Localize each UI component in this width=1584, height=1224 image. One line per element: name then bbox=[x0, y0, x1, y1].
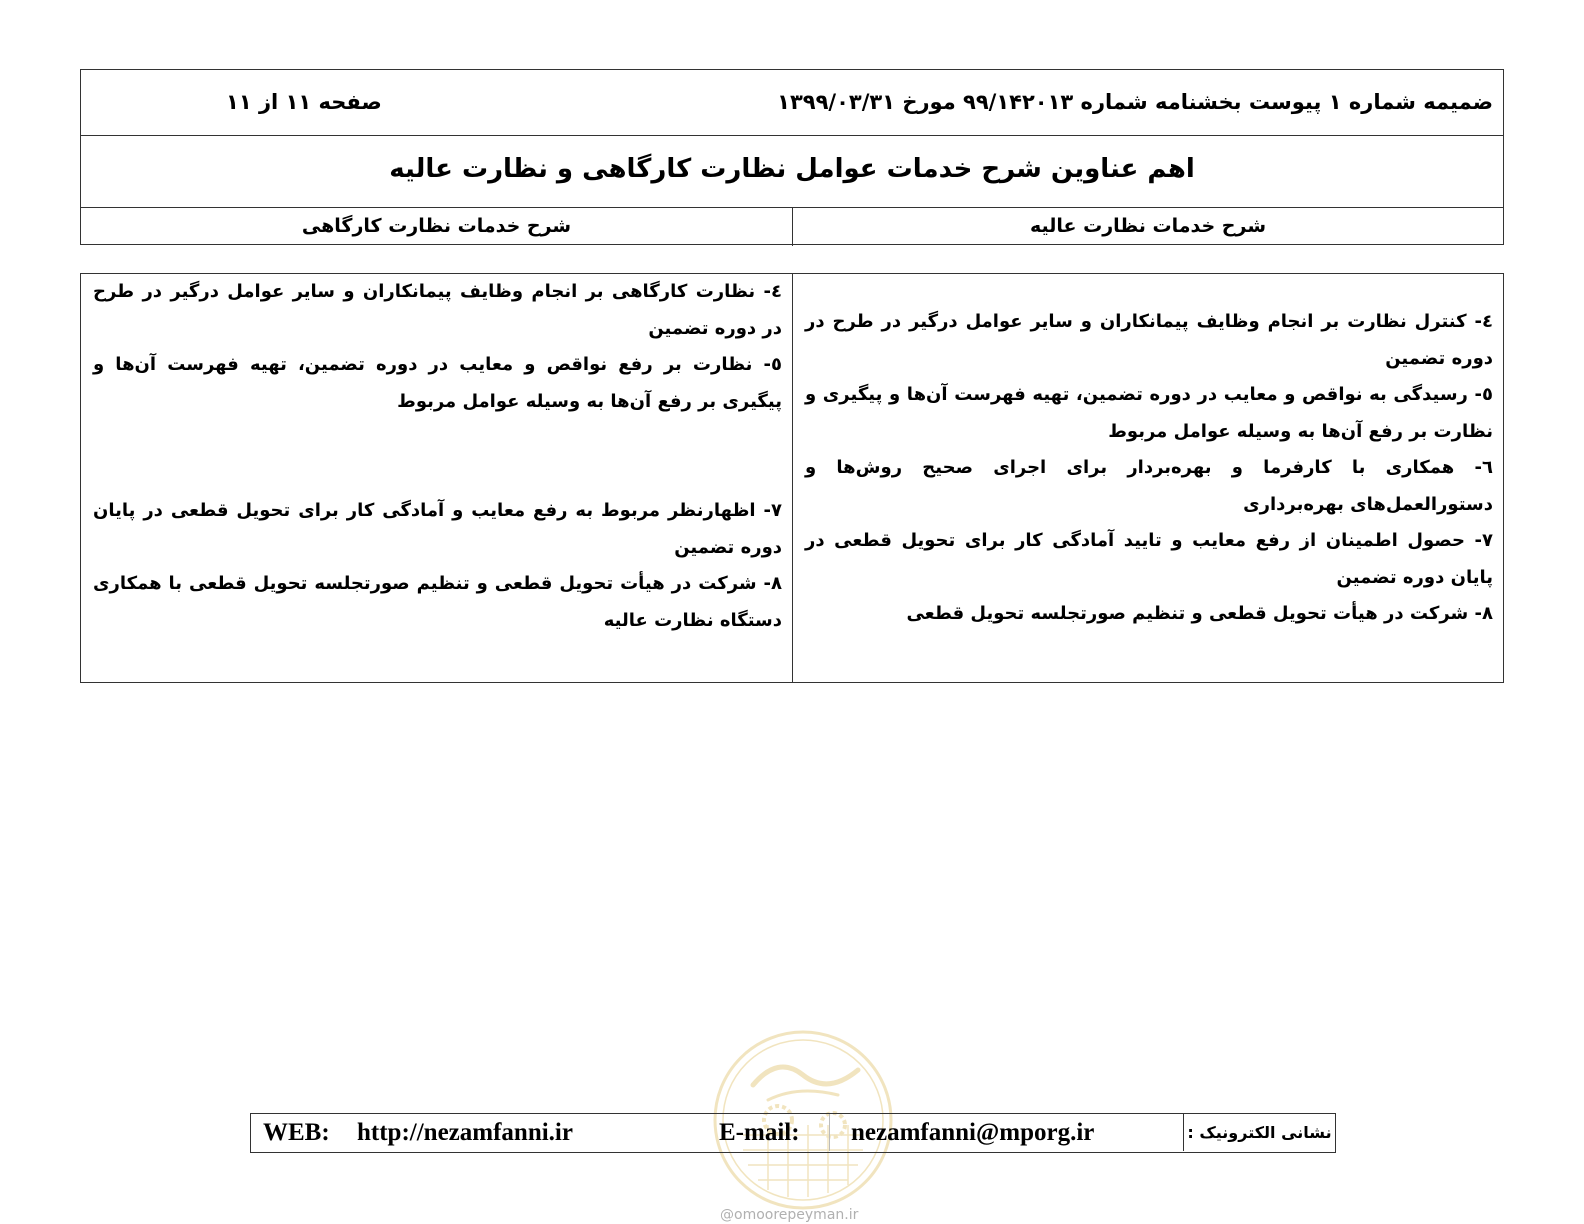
list-item: ٤- نظارت کارگاهی بر انجام وظایف پیمانکاران و سایر عوامل درگیر در طرح در دوره تضمین bbox=[93, 281, 782, 339]
email-label: E-mail: bbox=[719, 1119, 800, 1146]
services-table bbox=[80, 273, 1504, 683]
page-number: صفحه ۱۱ از ۱۱ bbox=[226, 90, 382, 114]
list-item: ٥- رسیدگی به نواقص و معایب در دوره تضمین، تهیه فهرست آن‌ها و پیگیری و نظارت بر رفع آن‌ها به وسیله عوامل مربوط bbox=[805, 384, 1493, 442]
high-supervision-column bbox=[793, 274, 1503, 682]
email-link[interactable]: nezamfanni@mporg.ir bbox=[851, 1119, 1095, 1146]
website-link[interactable]: http://nezamfanni.ir bbox=[357, 1119, 573, 1146]
list-item: ٨- شرکت در هیأت تحویل قطعی و تنظیم صورتجلسه تحویل قطعی با همکاری دستگاه نظارت عالیه bbox=[93, 573, 782, 631]
site-supervision-column bbox=[81, 274, 793, 682]
footer-divider bbox=[829, 1114, 830, 1151]
heading-high-supervision: شرح خدمات نظارت عالیه bbox=[1029, 215, 1267, 237]
circular-reference: ضمیمه شماره ۱ پیوست بخشنامه شماره ۹۹/۱۴۲۰۱۳ مورخ ۱۳۹۹/۰۳/۳۱ bbox=[777, 90, 1493, 114]
page-title: اهم عناوین شرح خدمات عوامل نظارت کارگاهی و نظارت عالیه bbox=[389, 154, 1195, 184]
web-label: WEB: bbox=[263, 1119, 330, 1146]
list-item: ٥- نظارت بر رفع نواقص و معایب در دوره تضمین، تهیه فهرست آن‌ها و پیگیری بر رفع آن‌ها به وسیله عوامل مربوط bbox=[93, 354, 782, 412]
header-table bbox=[80, 69, 1504, 245]
list-item: ٤- کنترل نظارت بر انجام وظایف پیمانکاران و سایر عوامل درگیر در طرح در دوره تضمین bbox=[805, 311, 1493, 369]
list-item: ٦- همکاری با کارفرما و بهره‌بردار برای اجرای صحیح روش‌ها و دستورالعمل‌های بهره‌برداری bbox=[805, 457, 1493, 515]
header-info-row bbox=[81, 70, 1503, 136]
spacer bbox=[93, 420, 782, 493]
list-item: ٧- اظهارنظر مربوط به رفع معایب و آمادگی کار برای تحویل قطعی در پایان دوره تضمین bbox=[93, 500, 782, 558]
watermark-site-text: @omoorepeyman.ir bbox=[720, 1207, 859, 1223]
footer-contact-bar bbox=[250, 1113, 1336, 1153]
list-item: ٨- شرکت در هیأت تحویل قطعی و تنظیم صورتجلسه تحویل قطعی bbox=[906, 603, 1493, 624]
heading-site-supervision: شرح خدمات نظارت کارگاهی bbox=[81, 208, 793, 246]
electronic-address-label: نشانی الکترونیک : bbox=[1183, 1114, 1335, 1151]
title-row bbox=[81, 136, 1503, 208]
list-item: ٧- حصول اطمینان از رفع معایب و تایید آمادگی کار برای تحویل قطعی در پایان دوره تضمین bbox=[805, 530, 1493, 588]
column-headings-row bbox=[81, 208, 1503, 246]
